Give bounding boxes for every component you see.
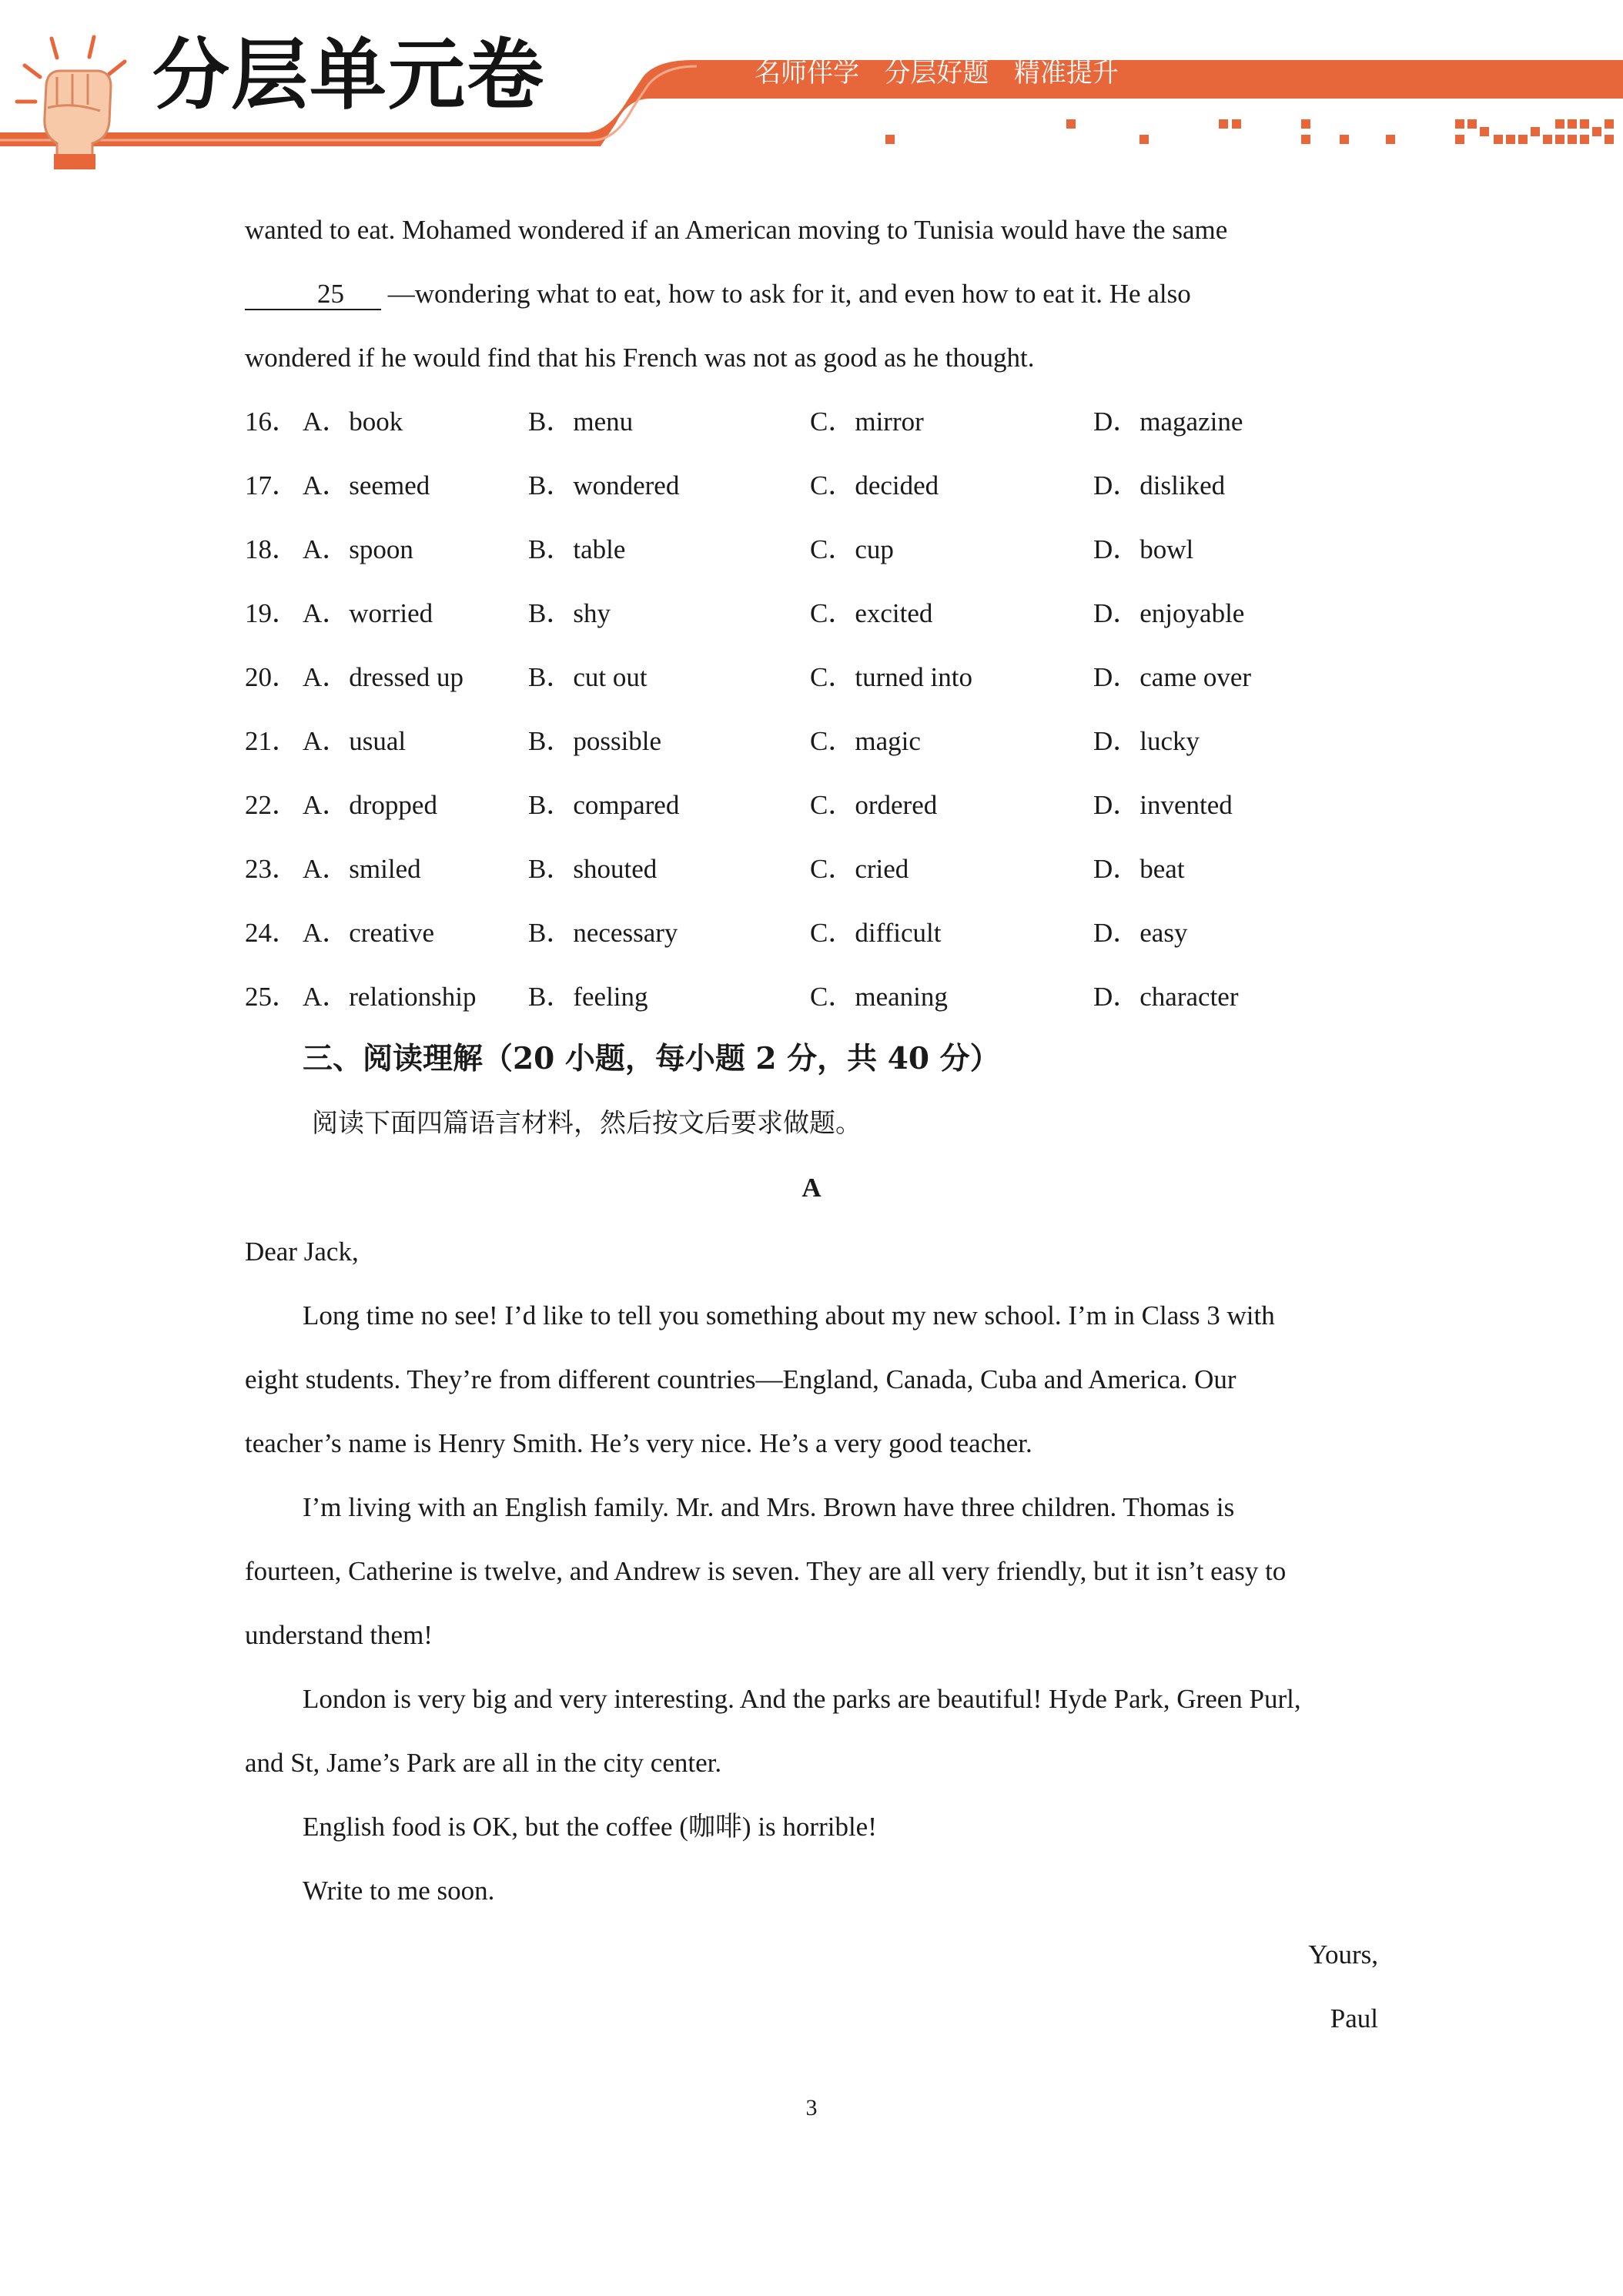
- letter-closing: Yours,: [1308, 1940, 1378, 1970]
- option-d: D．enjoyable: [1093, 598, 1245, 628]
- header-slogan: 名师伴学 分层好题 精准提升: [755, 58, 1119, 89]
- option-d: D．magazine: [1093, 407, 1243, 437]
- option-c: C．ordered: [810, 790, 938, 820]
- letter-line: I’m living with an English family. Mr. and Mrs. Brown have three children. Thomas is: [303, 1492, 1235, 1522]
- option-c: C．meaning: [810, 982, 948, 1012]
- option-a: A．smiled: [303, 854, 421, 884]
- letter-signature: Paul: [1330, 2003, 1378, 2033]
- section-instruction: 阅读下面四篇语言材料，然后按文后要求做题。: [312, 1108, 862, 1139]
- option-c: C．cried: [810, 854, 909, 884]
- fist-icon: [9, 31, 140, 169]
- option-b: B．compared: [528, 790, 680, 820]
- option-d: D．beat: [1093, 854, 1185, 884]
- letter-line: Long time no see! I’d like to tell you something about my new school. I’m in Class 3 with: [303, 1300, 1275, 1330]
- option-c: C．decided: [810, 470, 939, 500]
- option-c: C．magic: [810, 726, 921, 756]
- option-a: A．usual: [303, 726, 407, 756]
- option-d: D．came over: [1093, 662, 1252, 692]
- passage-line: [245, 280, 1191, 310]
- option-b: B．table: [528, 534, 626, 564]
- option-a: A．book: [303, 407, 403, 437]
- option-b: B．possible: [528, 726, 662, 756]
- option-a: A．creative: [303, 918, 435, 948]
- letter-line: teacher’s name is Henry Smith. He’s very nice. He’s a very good teacher.: [245, 1428, 1032, 1458]
- question-number: 22．: [245, 790, 300, 820]
- question-number: 21．: [245, 726, 300, 756]
- option-d: D．easy: [1093, 918, 1188, 948]
- question-number: 23．: [245, 854, 300, 884]
- brand-title: 分层单元卷: [152, 30, 545, 120]
- option-b: B．cut out: [528, 662, 648, 692]
- letter-line: English food is OK, but the coffee (咖啡) is horrible!: [303, 1812, 877, 1842]
- option-d: D．character: [1093, 982, 1239, 1012]
- option-b: B．menu: [528, 407, 634, 437]
- letter-line: Write to me soon.: [303, 1876, 495, 1906]
- option-a: A．dropped: [303, 790, 437, 820]
- option-d: D．invented: [1093, 790, 1233, 820]
- letter-line: understand them!: [245, 1620, 433, 1650]
- option-d: D．bowl: [1093, 534, 1194, 564]
- option-d: D．disliked: [1093, 470, 1226, 500]
- option-b: B．shy: [528, 598, 611, 628]
- question-number: 24．: [245, 918, 300, 948]
- option-c: C．excited: [810, 598, 933, 628]
- question-number: 16．: [245, 407, 300, 437]
- option-d: D．lucky: [1093, 726, 1200, 756]
- option-c: C．cup: [810, 534, 894, 564]
- option-b: B．shouted: [528, 854, 658, 884]
- page-header: [0, 0, 1623, 166]
- option-c: C．mirror: [810, 407, 924, 437]
- passage-text: —wondering what to eat, how to ask for it, and even how to eat it. He also: [381, 279, 1191, 309]
- section-heading: 三、阅读理解（20 小题，每小题 2 分，共 40 分）: [303, 1041, 1000, 1076]
- option-a: A．dressed up: [303, 662, 463, 692]
- option-b: B．feeling: [528, 982, 648, 1012]
- passage-line: wondered if he would find that his French was not as good as he thought.: [245, 343, 1035, 373]
- option-b: B．wondered: [528, 470, 680, 500]
- option-c: C．turned into: [810, 662, 972, 692]
- question-number: 17．: [245, 470, 300, 500]
- option-c: C．difficult: [810, 918, 942, 948]
- option-a: A．spoon: [303, 534, 413, 564]
- answer-blank: 25: [245, 280, 381, 310]
- option-a: A．worried: [303, 598, 433, 628]
- option-a: A．seemed: [303, 470, 430, 500]
- letter-line: London is very big and very interesting. And the parks are beautiful! Hyde Park, Green Purl,: [303, 1684, 1301, 1714]
- letter-greeting: Dear Jack,: [245, 1237, 359, 1267]
- page-number: 3: [805, 2095, 818, 2120]
- option-a: A．relationship: [303, 982, 477, 1012]
- letter-line: and St, Jame’s Park are all in the city center.: [245, 1748, 722, 1778]
- question-number: 19．: [245, 598, 300, 628]
- letter-line: fourteen, Catherine is twelve, and Andrew is seven. They are all very friendly, but it isn’t easy to: [245, 1556, 1287, 1586]
- letter-line: eight students. They’re from different countries—England, Canada, Cuba and America. Our: [245, 1364, 1236, 1394]
- option-b: B．necessary: [528, 918, 678, 948]
- question-number: 18．: [245, 534, 300, 564]
- passage-label: A: [801, 1173, 822, 1203]
- question-number: 25．: [245, 982, 300, 1012]
- passage-line: wanted to eat. Mohamed wondered if an American moving to Tunisia would have the same: [245, 215, 1228, 245]
- question-number: 20．: [245, 662, 300, 692]
